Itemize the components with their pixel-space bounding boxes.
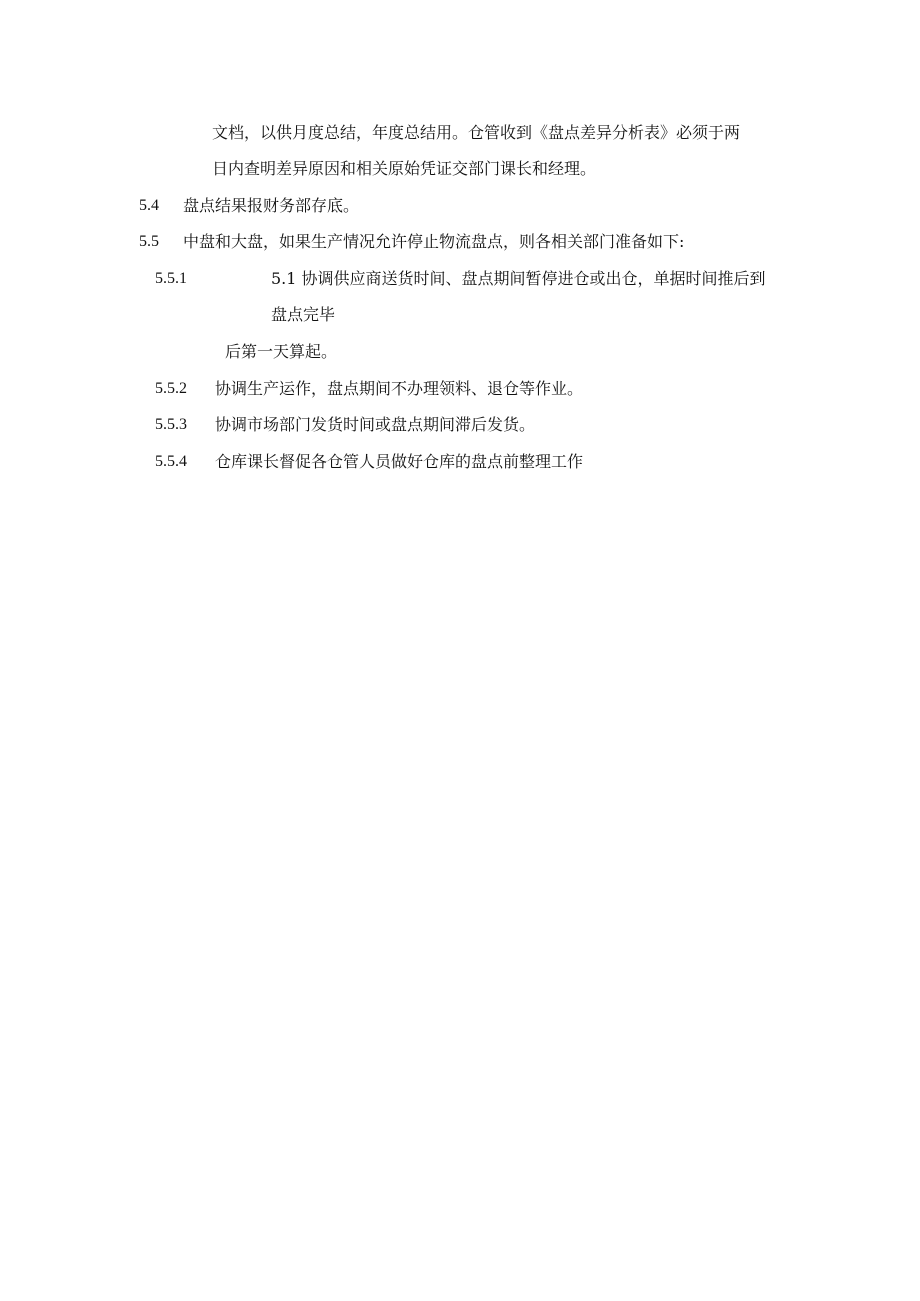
subitem-5-5-4-number: 5.5.4: [155, 453, 187, 470]
subitem-5-5-1-line-1: 5.1 协调供应商送货时间、盘点期间暂停进仓或出仓，单据时间推后到: [271, 269, 766, 288]
subitem-5-5-4-text: 仓库课长督促各仓管人员做好仓库的盘点前整理工作: [215, 452, 584, 471]
continuation-line-2: 日内查明差异原因和相关原始凭证交部门课长和经理。: [212, 159, 597, 178]
subitem-5-5-2-text: 协调生产运作，盘点期间不办理领料、退仓等作业。: [215, 379, 584, 398]
item-5-4-text: 盘点结果报财务部存底。: [183, 196, 360, 215]
item-5-5-text: 中盘和大盘，如果生产情况允许停止物流盘点，则各相关部门准备如下:: [183, 232, 685, 251]
item-5-5-number: 5.5: [139, 233, 159, 250]
item-5-4-number: 5.4: [139, 197, 159, 214]
subitem-5-5-3-text: 协调市场部门发货时间或盘点期间滞后发货。: [215, 415, 536, 434]
subitem-5-5-2-number: 5.5.2: [155, 380, 187, 397]
subitem-5-5-1-line-2: 盘点完毕: [271, 305, 336, 324]
subitem-5-5-1-line-3: 后第一天算起。: [225, 342, 338, 361]
subitem-5-5-3-number: 5.5.3: [155, 416, 187, 433]
subitem-5-5-1-number: 5.5.1: [155, 270, 187, 287]
continuation-line-1: 文档，以供月度总结，年度总结用。仓管收到《盘点差异分析表》必须于两: [212, 123, 741, 142]
